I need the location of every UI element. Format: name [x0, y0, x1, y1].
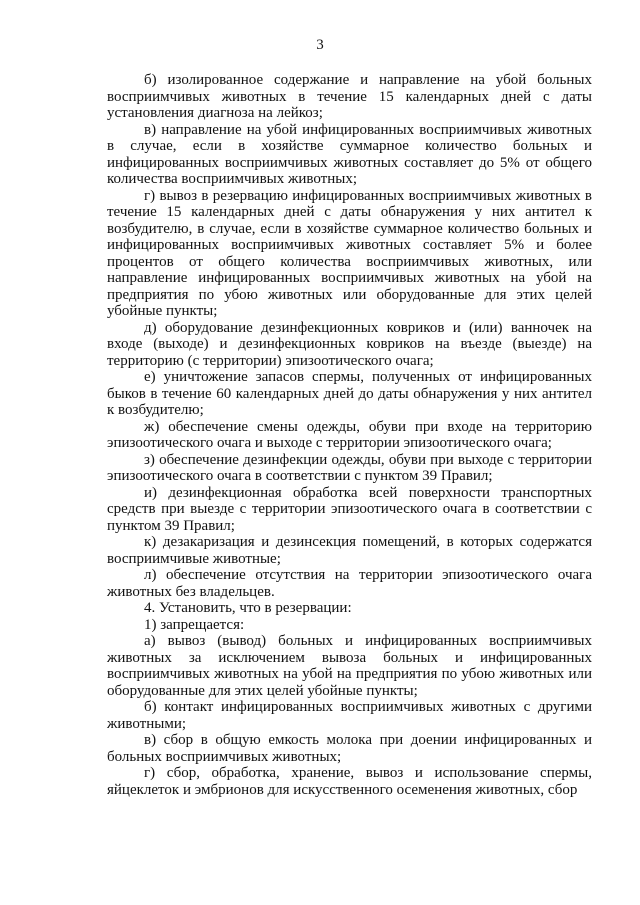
paragraph-d: д) оборудование дезинфекционных ковриков и (или) ванночек на входе (выходе) и дезинфекционных ковриков на въезде (выезде) на территорию (с территории) эпизоотического очага; [107, 319, 592, 369]
paragraph-4-1-a: а) вывоз (вывод) больных и инфицированных восприимчивых животных за исключением вывоза больных и инфицированных восприимчивых животных на убой на предприятия по убою животных или оборудованные для этих целей убойные пункты; [107, 633, 592, 699]
paragraph-z: з) обеспечение дезинфекции одежды, обуви при выходе с территории эпизоотического очага в соответствии с пунктом 39 Правил; [107, 451, 592, 484]
paragraph-zh: ж) обеспечение смены одежды, обуви при входе на территорию эпизоотического очага и выходе с территории эпизоотического очага; [107, 418, 592, 451]
paragraph-g: г) вывоз в резервацию инфицированных восприимчивых животных в течение 15 календарных дней с даты обнаружения у них антител к возбудителю, в случае, если в хозяйстве суммарное количество больных и инфицированных восприимчивых животных составляет 5% и более процентов от общего количества восприимчивых животных, или направление инфицированных восприимчивых животных на убой на предприятия по убою животных или оборудованные для этих целей убойные пункты; [107, 187, 592, 319]
page-number: 3 [316, 37, 324, 53]
paragraph-v: в) направление на убой инфицированных восприимчивых животных в случае, если в хозяйстве суммарное количество больных и инфицированных восприимчивых животных составляет до 5% от общего количества восприимчивых животных; [107, 121, 592, 187]
paragraph-l: л) обеспечение отсутствия на территории эпизоотического очага животных без владельцев. [107, 567, 592, 600]
paragraph-b: б) изолированное содержание и направление на убой больных восприимчивых животных в течение 15 календарных дней с даты установления диагноза на лейкоз; [107, 72, 592, 121]
paragraph-4-1-g: г) сбор, обработка, хранение, вывоз и использование спермы, яйцеклеток и эмбрионов для искусственного осеменения животных, сбор [107, 765, 592, 798]
document-body [107, 72, 592, 798]
paragraph-k: к) дезакаризация и дезинсекция помещений, в которых содержатся восприимчивые животные; [107, 534, 592, 567]
paragraph-4-1-b: б) контакт инфицированных восприимчивых животных с другими животными; [107, 699, 592, 732]
paragraph-i: и) дезинфекционная обработка всей поверхности транспортных средств при выезде с территории эпизоотического очага в соответствии с пунктом 39 Правил; [107, 484, 592, 534]
paragraph-e: е) уничтожение запасов спермы, полученных от инфицированных быков в течение 60 календарных дней до даты обнаружения у них антител к возбудителю; [107, 369, 592, 418]
paragraph-4-1-v: в) сбор в общую емкость молока при доении инфицированных и больных восприимчивых животных; [107, 732, 592, 765]
section-4-heading: 4. Установить, что в резервации: [144, 600, 352, 616]
subsection-1-heading: 1) запрещается: [144, 616, 245, 633]
